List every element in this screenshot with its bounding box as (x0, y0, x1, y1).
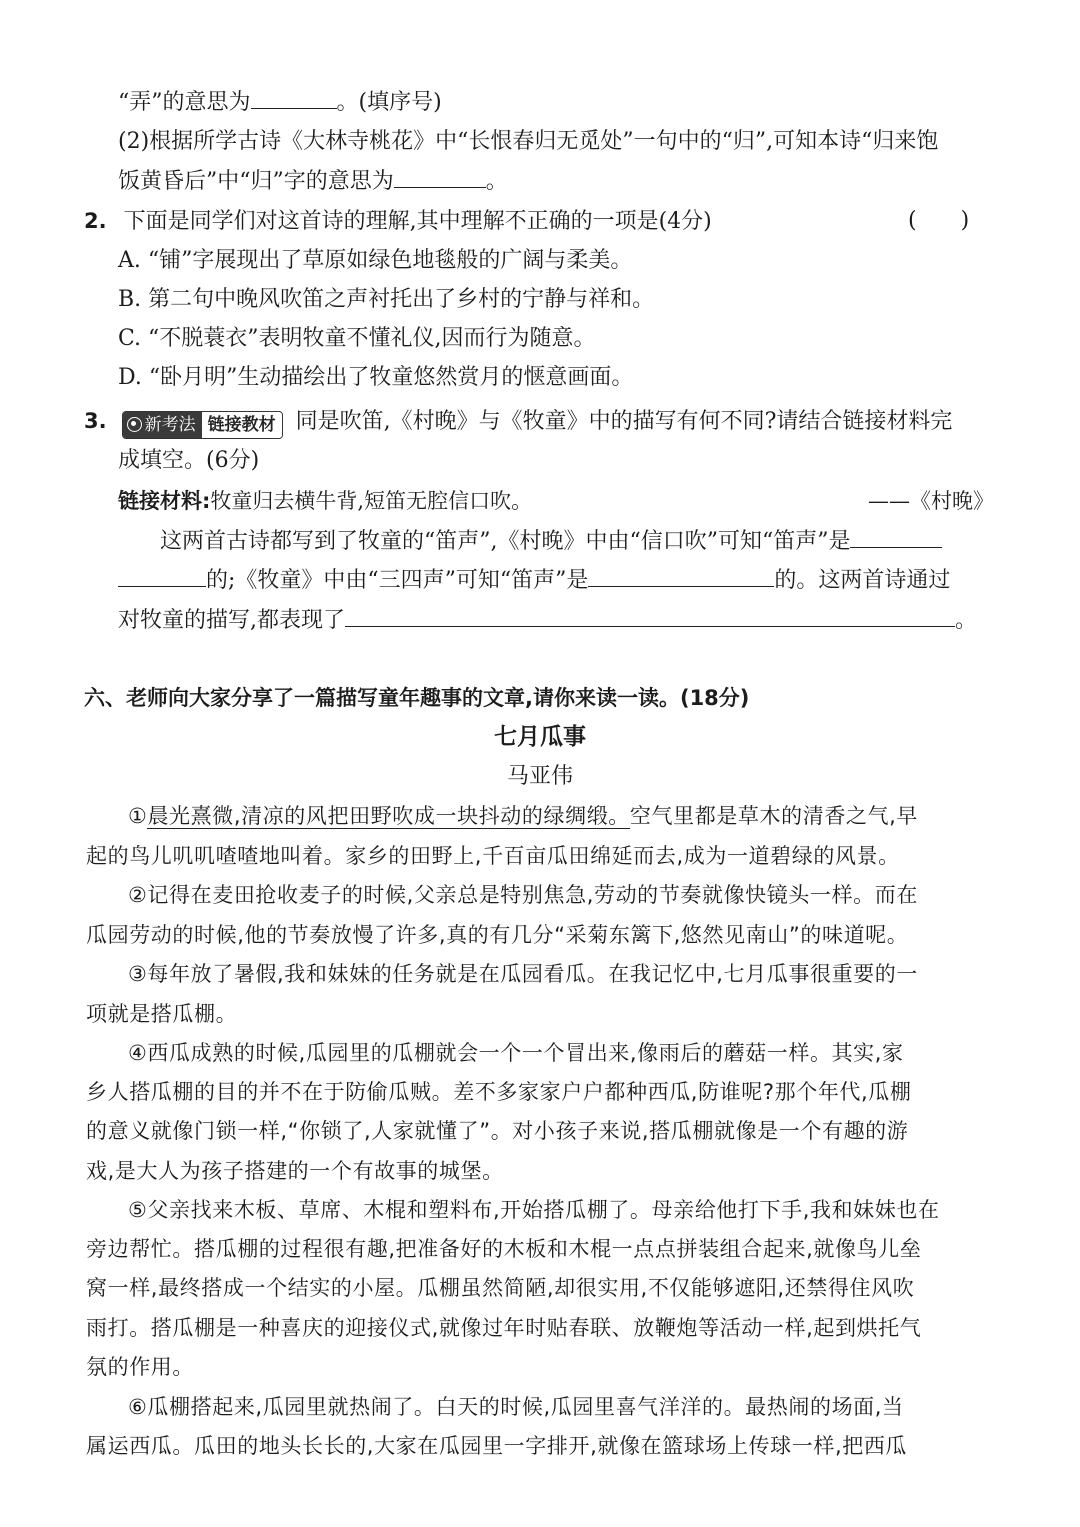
paragraph-1-line1 (128, 800, 918, 832)
paragraph-5-line3: 窝一样,最终搭成一个结实的小屋。瓜棚虽然简陋,却很实用,不仅能够遮阳,还禁得住风吹 (86, 1276, 915, 1300)
q3-fill-text2a: 的;《牧童》中由“三四声”可知“笛声”是 (206, 568, 589, 593)
answer-blank[interactable] (394, 165, 486, 188)
paragraph-5-line2: 旁边帮忙。搭瓜棚的过程很有趣,把准备好的木板和木棍一点点拼装组合起来,就像鸟儿垒 (86, 1237, 922, 1261)
q1-sub2-tail: 。 (485, 169, 508, 194)
paragraph-3-line2: 项就是搭瓜棚。 (86, 1002, 238, 1026)
paragraph-4-line3: 的意义就像门锁一样,“你锁了,人家就懂了”。对小孩子来说,搭瓜棚就像是一个有趣的游 (86, 1119, 909, 1143)
q3-fill-text2b: 的。这两首诗通过 (774, 568, 951, 593)
paragraph-4-line2: 乡人搭瓜棚的目的并不在于防偷瓜贼。差不多家家户户都种西瓜,防谁呢?那个年代,瓜棚 (86, 1080, 912, 1104)
q2-option-b: B. 第二句中晚风吹笛之声衬托出了乡村的宁静与祥和。 (118, 287, 655, 312)
q3-fill-line1 (160, 525, 942, 558)
paragraph-6-line1: ⑥瓜棚搭起来,瓜园里就热闹了。白天的时候,瓜园里喜气洋洋的。最热闹的场面,当 (128, 1395, 904, 1419)
article-author: 马亚伟 (506, 764, 573, 789)
q3-stem-line2: 成填空。(6分) (118, 448, 260, 473)
paragraph-1-line2: 起的鸟儿叽叽喳喳地叫着。家乡的田野上,千百亩瓜田绵延而去,成为一道碧绿的风景。 (86, 844, 900, 868)
q1-sub2-line1: (2)根据所学古诗《大林寺桃花》中“长恨春归无觅处”一句中的“归”,可知本诗“归来饱 (118, 129, 939, 154)
paragraph-3-line1: ③每年放了暑假,我和妹妹的任务就是在瓜园看瓜。在我记忆中,七月瓜事很重要的一 (128, 962, 918, 986)
paragraph-5-line5: 氛的作用。 (86, 1355, 194, 1379)
q3-fill-line2 (118, 564, 950, 597)
link-text: 牧童归去横牛背,短笛无腔信口吹。 (210, 489, 533, 513)
q3-fill-line3 (118, 604, 977, 637)
new-exam-badge (122, 411, 283, 439)
paragraph-5-line1: ⑤父亲找来木板、草席、木棍和塑料布,开始搭瓜棚了。母亲给他打下手,我和妹妹也在 (128, 1198, 940, 1222)
paragraph-5-line4: 雨打。搭瓜棚是一种喜庆的迎接仪式,就像过年时贴春联、放鞭炮等活动一样,起到烘托气 (86, 1316, 922, 1340)
q3-fill-tail: 。 (955, 608, 978, 633)
q3-stem-line1 (84, 405, 952, 439)
q3-stem-text: 同是吹笛,《村晚》与《牧童》中的描写有何不同?请结合链接材料完 (295, 409, 953, 434)
paragraph-2-line2: 瓜园劳动的时候,他的节奏放慢了许多,真的有几分“采菊东篱下,悠然见南山”的味道呢。 (86, 923, 909, 947)
lightbulb-icon (127, 417, 142, 432)
link-label: 链接材料: (118, 489, 211, 513)
badge-right-label: 链接教材 (202, 412, 282, 438)
article-title: 七月瓜事 (494, 724, 586, 750)
paragraph-4-line4: 戏,是大人为孩子搭建的一个有故事的城堡。 (86, 1159, 504, 1183)
answer-blank[interactable] (850, 525, 942, 548)
answer-blank[interactable] (588, 564, 774, 587)
q3-fill-text3: 对牧童的描写,都表现了 (118, 608, 345, 633)
q2-stem-line (84, 205, 712, 238)
link-source: ——《村晚》 (868, 489, 994, 513)
section-heading: 六、老师向大家分享了一篇描写童年趣事的文章,请你来读一读。(18分) (84, 686, 750, 710)
q2-stem: 下面是同学们对这首诗的理解,其中理解不正确的一项是(4分) (123, 209, 712, 234)
q1-line (118, 86, 442, 119)
answer-blank-long[interactable] (345, 604, 955, 627)
paragraph-2-line1: ②记得在麦田抢收麦子的时候,父亲总是特别焦急,劳动的节奏就像快镜头一样。而在 (128, 883, 918, 907)
q3-fill-text1: 这两首古诗都写到了牧童的“笛声”,《村晚》中由“信口吹”可知“笛声”是 (160, 529, 851, 554)
badge-left-label: 新考法 (144, 414, 196, 435)
q2-option-a: A. “铺”字展现出了草原如绿色地毯般的广阔与柔美。 (118, 248, 633, 273)
paragraph-6-line2: 属运西瓜。瓜田的地头长长的,大家在瓜园里一字排开,就像在篮球场上传球一样,把西瓜 (86, 1434, 908, 1458)
q2-option-c: C. “不脱蓑衣”表明牧童不懂礼仪,因而行为随意。 (118, 326, 596, 351)
q1-tail: 。(填序号) (336, 90, 442, 115)
answer-blank[interactable] (251, 86, 337, 109)
answer-parentheses[interactable]: ( ) (908, 208, 970, 233)
question-number: 3. (84, 409, 107, 433)
q1-sub2-text: 饭黄昏后”中“归”字的意思为 (118, 169, 394, 194)
paragraph-4-line1: ④西瓜成熟的时候,瓜园里的瓜棚就会一个一个冒出来,像雨后的蘑菇一样。其实,家 (128, 1041, 904, 1065)
question-number: 2. (84, 209, 107, 233)
link-material-line (118, 485, 532, 517)
answer-blank[interactable] (118, 564, 206, 587)
q1-sub2-line2 (118, 165, 508, 198)
q1-text: “弄”的意思为 (118, 90, 251, 115)
paragraph-number: ① (128, 804, 148, 828)
q2-option-d: D. “卧月明”生动描绘出了牧童悠然赏月的惬意画面。 (118, 365, 634, 390)
paragraph-text: 空气里都是草木的清香之气,早 (629, 804, 918, 828)
badge-left (123, 412, 202, 438)
underlined-sentence: 晨光熹微,清凉的风把田野吹成一块抖动的绿绸缎。 (147, 804, 630, 828)
